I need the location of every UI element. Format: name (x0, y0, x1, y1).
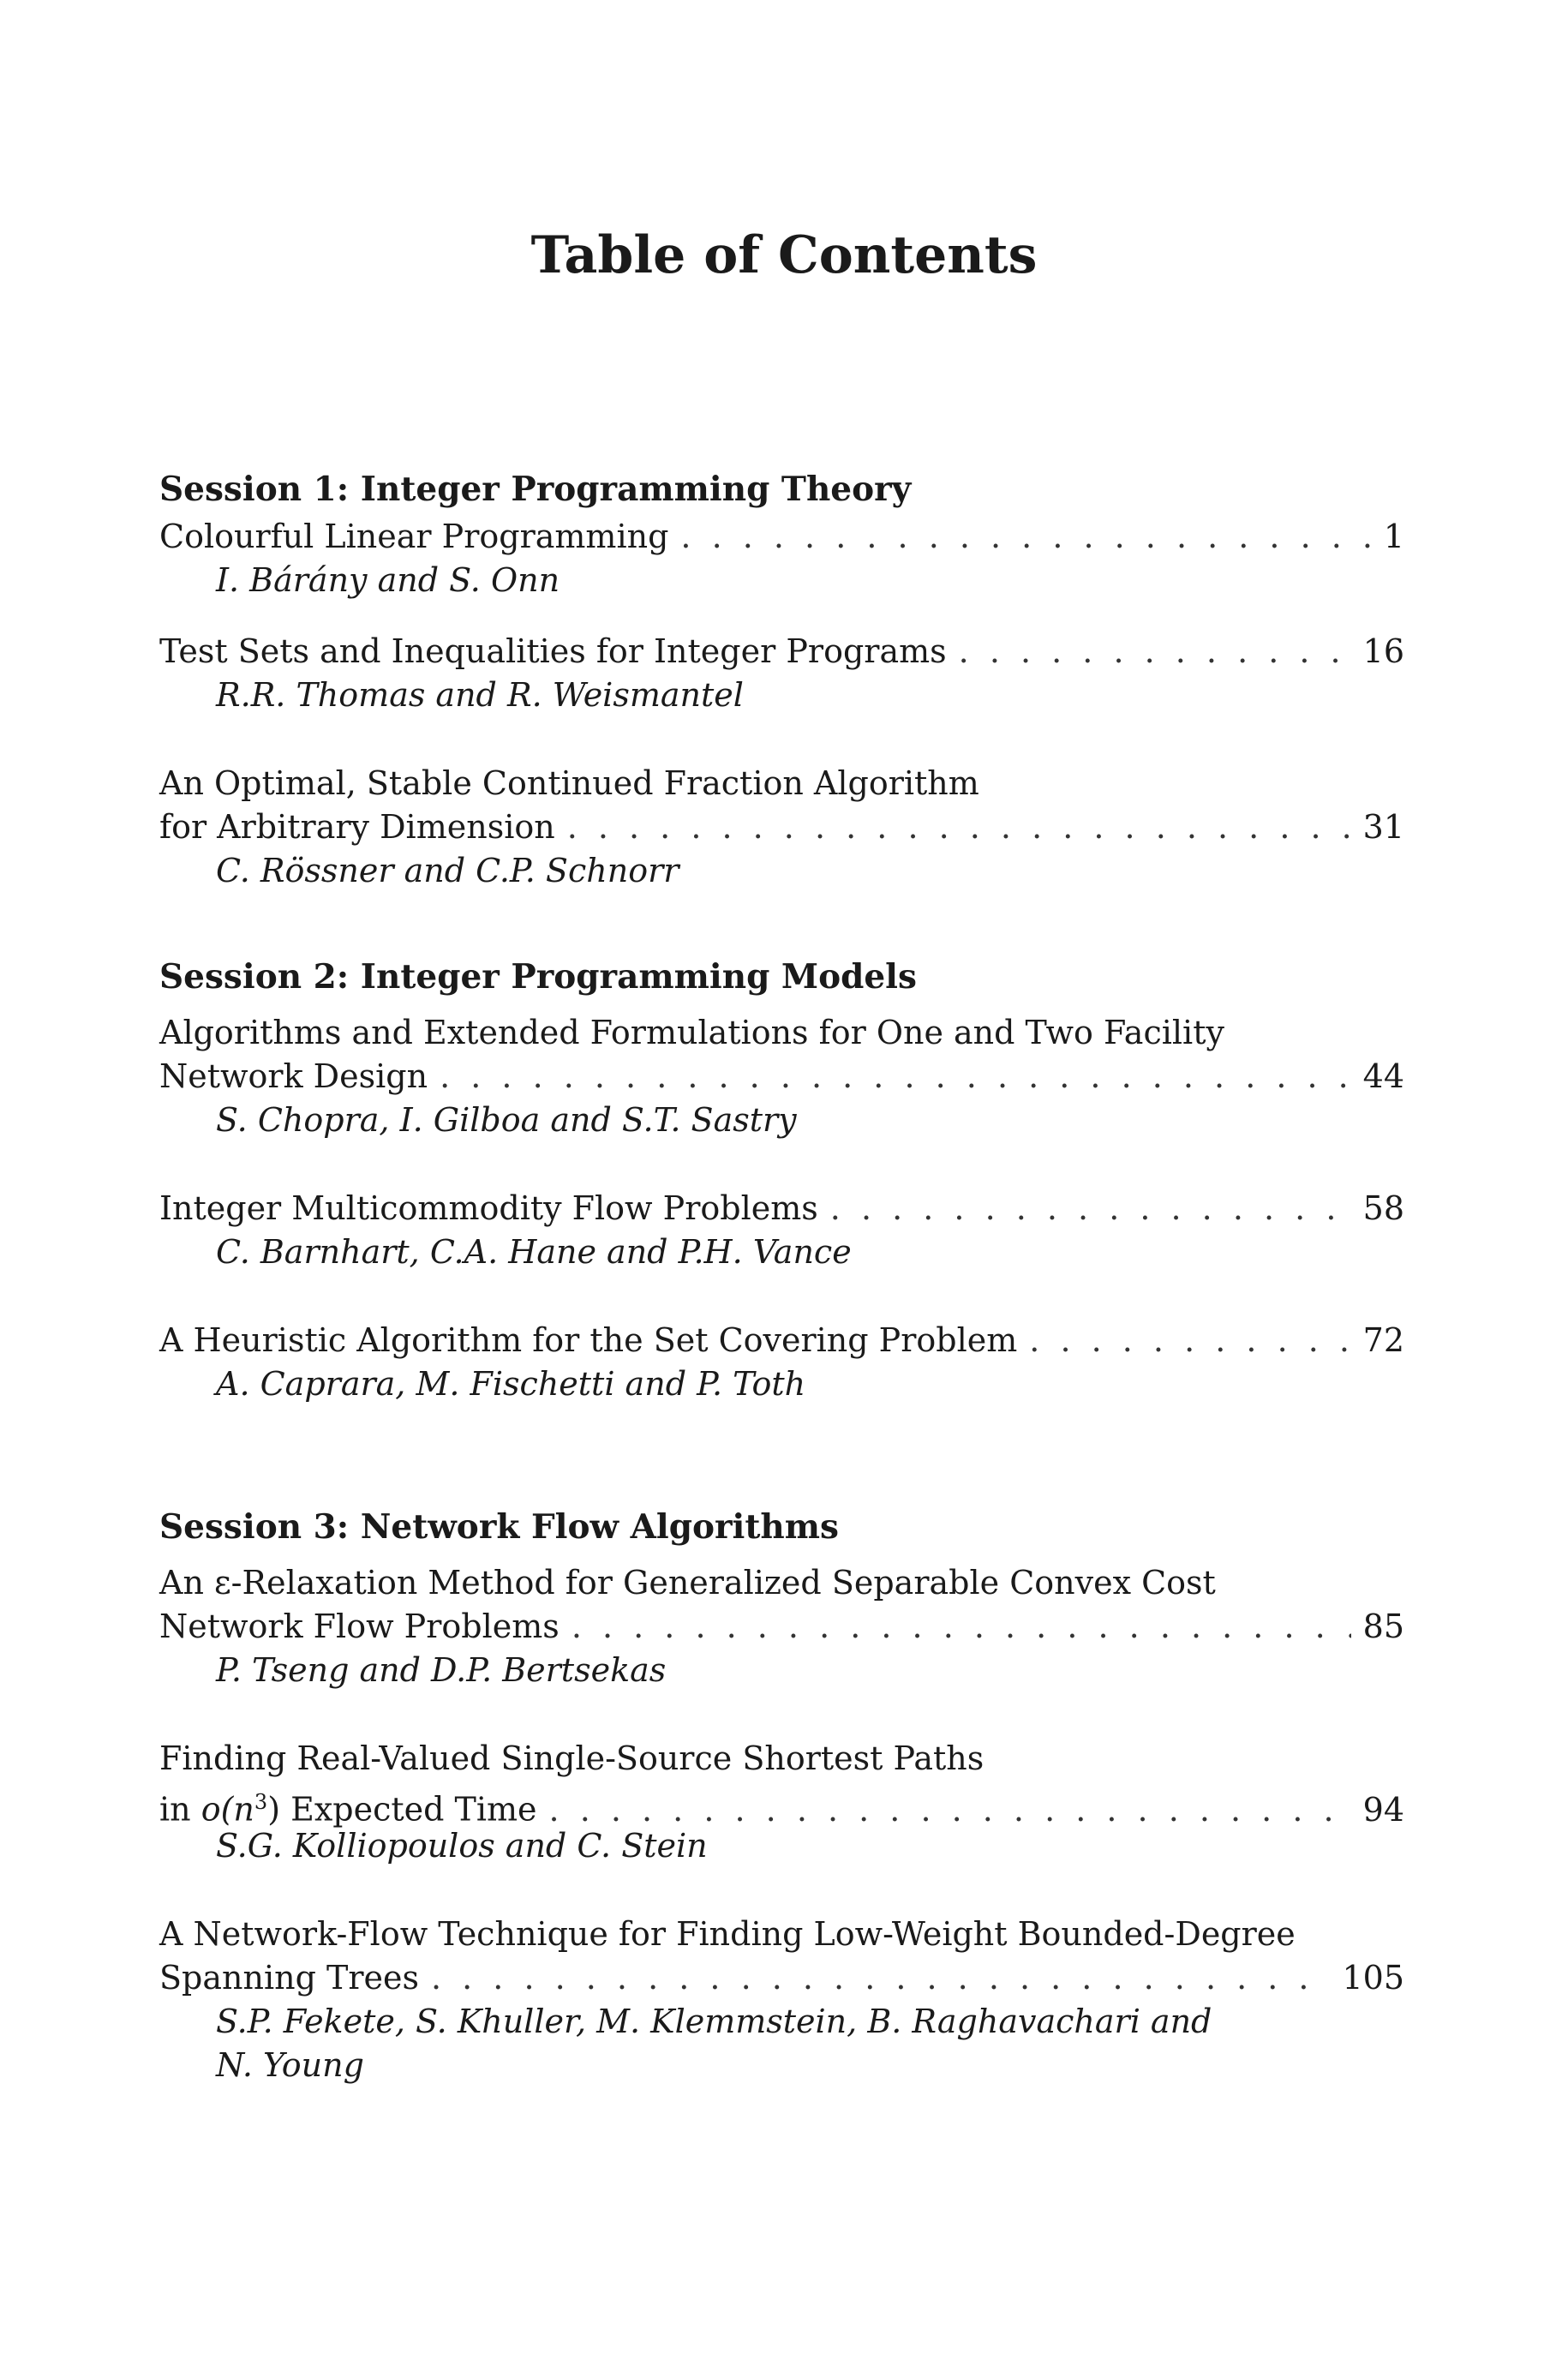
math-close: ) (267, 1790, 281, 1829)
entry-title-line (159, 1561, 1404, 1605)
entry-title-line (159, 1737, 1404, 1781)
entry-title-line-2 (159, 1055, 1404, 1099)
entry-title-line (159, 515, 1404, 559)
dot-leader (572, 1605, 1351, 1649)
session-heading: Session 2: Integer Programming Models (159, 957, 917, 997)
toc-entry (159, 762, 1404, 893)
entry-title-line (159, 1011, 1404, 1055)
entry-title-prefix: in (159, 1790, 201, 1829)
entry-title-cont: Network Flow Problems (159, 1608, 560, 1645)
entry-authors: S.P. Fekete, S. Khuller, M. Klemmstein, B. Raghavachari and (216, 2003, 1212, 2040)
page-number: 94 (1362, 1790, 1404, 1829)
entry-title-line-2 (159, 1781, 1404, 1829)
entry-authors: A. Caprara, M. Fischetti and P. Toth (216, 1365, 806, 1403)
session-heading: Session 1: Integer Programming Theory (159, 470, 912, 509)
dot-leader (567, 805, 1351, 849)
page-number: 1 (1383, 518, 1404, 555)
dot-leader (431, 1956, 1330, 2000)
entry-title: Test Sets and Inequalities for Integer Programs (159, 632, 947, 670)
entry-title-cont: Spanning Trees (159, 1959, 419, 1997)
dot-leader (959, 630, 1351, 674)
entry-authors: I. Bárány and S. Onn (216, 561, 560, 599)
dot-leader (1029, 1319, 1350, 1362)
page-number: 72 (1362, 1321, 1404, 1359)
page-number: 105 (1342, 1959, 1404, 1997)
toc-entry (159, 1011, 1404, 1142)
entry-title: A Network-Flow Technique for Finding Low-Weight Bounded-Degree (159, 1915, 1296, 1953)
entry-title-cont: Network Design (159, 1057, 428, 1095)
entry-title: Finding Real-Valued Single-Source Shortest Paths (159, 1739, 984, 1777)
entry-authors-cont: N. Young (216, 2046, 364, 2084)
toc-entry (159, 1737, 1404, 1868)
dot-leader (440, 1055, 1351, 1099)
entry-title-suffix: Expected Time (280, 1790, 537, 1829)
entry-title-line (159, 1913, 1404, 1956)
entry-title: A Heuristic Algorithm for the Set Covering Problem (159, 1321, 1018, 1359)
session-2 (159, 951, 1404, 1406)
entry-title: Colourful Linear Programming (159, 518, 669, 555)
dot-leader (830, 1187, 1351, 1230)
page-number: 58 (1362, 1189, 1404, 1227)
session-heading: Session 3: Network Flow Algorithms (159, 1507, 839, 1547)
page-number: 44 (1362, 1057, 1404, 1095)
entry-title-line (159, 1187, 1404, 1230)
page-number: 16 (1362, 632, 1404, 670)
entry-authors: C. Barnhart, C.A. Hane and P.H. Vance (216, 1233, 852, 1271)
entry-title-line (159, 1319, 1404, 1362)
page-number: 85 (1362, 1608, 1404, 1645)
entry-title-line-2 (159, 1956, 1404, 2000)
entry-title: An Optimal, Stable Continued Fraction Algorithm (159, 764, 979, 802)
entry-authors: C. Rössner and C.P. Schnorr (216, 852, 679, 889)
entry-title-line-2 (159, 805, 1404, 849)
entry-authors: S.G. Kolliopoulos and C. Stein (216, 1827, 708, 1865)
toc-entry (159, 515, 1404, 599)
toc-entry (159, 1187, 1404, 1274)
entry-title-line-2 (159, 1605, 1404, 1649)
page-number: 31 (1362, 808, 1404, 846)
entry-title-cont: for Arbitrary Dimension (159, 808, 555, 846)
session-1 (159, 464, 1404, 893)
toc-entry (159, 1319, 1404, 1406)
page-title: Table of Contents (530, 225, 1038, 285)
session-3 (159, 1501, 1404, 2087)
toc-entry (159, 630, 1404, 717)
toc-entry (159, 1561, 1404, 1692)
dot-leader (680, 515, 1371, 559)
entry-authors: S. Chopra, I. Gilboa and S.T. Sastry (216, 1101, 797, 1139)
toc-entry (159, 1913, 1404, 2087)
entry-authors: R.R. Thomas and R. Weismantel (216, 676, 744, 714)
math-expression: o(n (200, 1790, 254, 1829)
entry-title: An ε-Relaxation Method for Generalized Separable Convex Cost (159, 1564, 1216, 1602)
entry-title: Algorithms and Extended Formulations for One and Two Facility (159, 1014, 1224, 1051)
math-superscript: 3 (254, 1790, 268, 1814)
entry-title-line (159, 630, 1404, 674)
entry-title-line (159, 762, 1404, 805)
entry-title: Integer Multicommodity Flow Problems (159, 1189, 818, 1227)
entry-authors: P. Tseng and D.P. Bertsekas (216, 1651, 667, 1689)
